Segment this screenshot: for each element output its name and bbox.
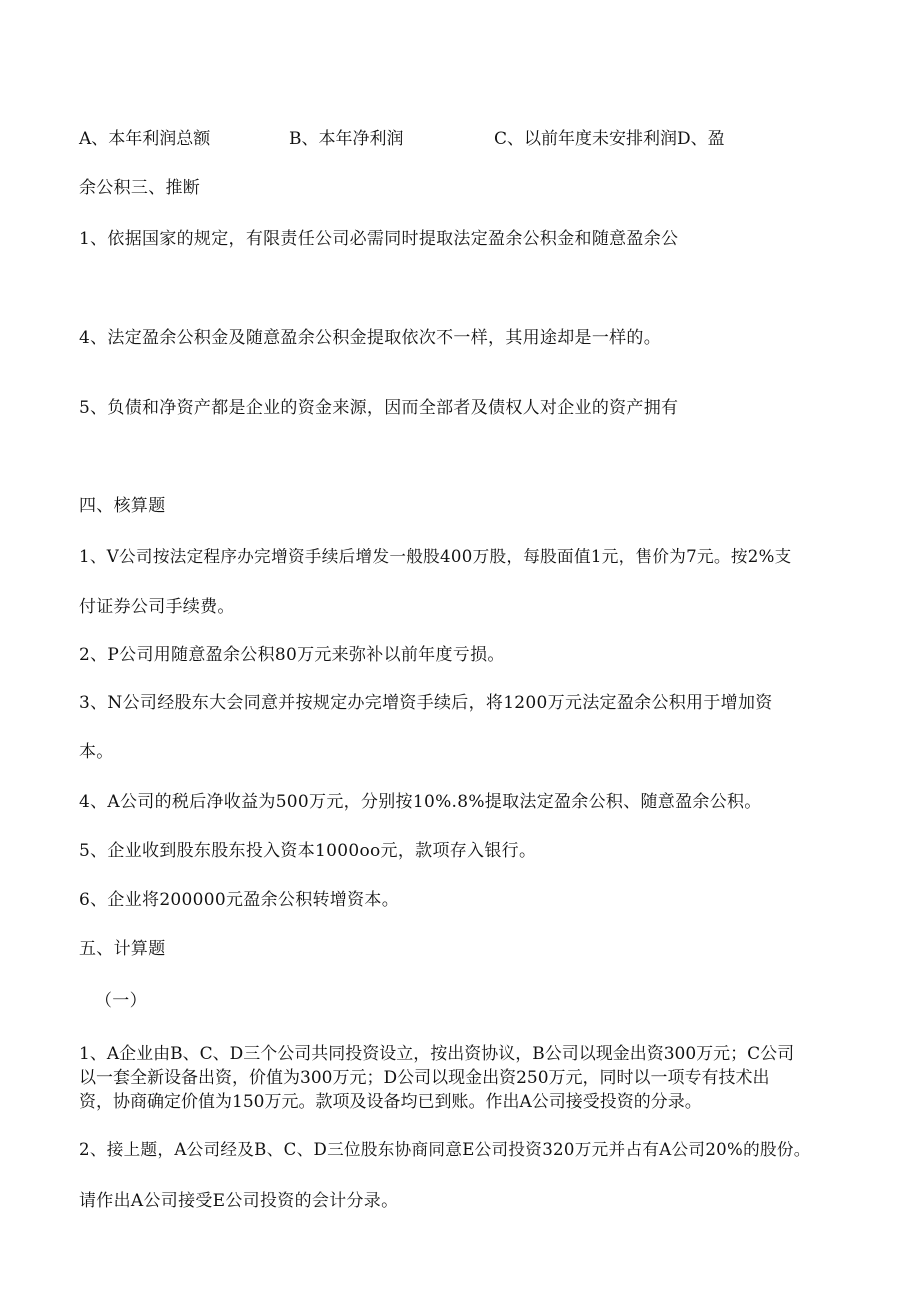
text-line: 余公积三、推断: [79, 178, 201, 198]
text-line: 请作出A公司接受E公司投资的会计分录。: [79, 1191, 399, 1211]
paragraph-line: 资，协商确定价值为150万元。款项及设备均已到账。作出A公司接受投资的分录。: [79, 1092, 702, 1112]
text-line: 5、企业收到股东股东投入资本1000oo元，款项存入银行。: [79, 841, 537, 861]
text-line: 4、法定盈余公积金及随意盈余公积金提取依次不一样，其用途却是一样的。: [79, 328, 662, 348]
paragraph-line: 1、A企业由B、C、D三个公司共同投资设立，按出资协议，B公司以现金出资300万元；C公司: [79, 1044, 795, 1064]
section-heading: 四、核算题: [79, 496, 166, 516]
text-line: 1、V公司按法定程序办完增资手续后增发一般股400万股，每股面值1元，售价为7元。按2%支: [79, 547, 792, 566]
text-line: 付证券公司手续费。: [79, 597, 235, 617]
subsection-label: （一）: [95, 991, 147, 1011]
problem-paragraph: [79, 1042, 839, 1114]
text-line: 2、接上题，A公司经及B、C、D三位股东协商同意E公司投资320万元并占有A公司20%的股份。: [79, 1140, 811, 1159]
choice-a: A、本年利润总额: [79, 129, 211, 149]
choice-b: B、本年净利润: [289, 129, 404, 149]
paragraph-line: 以一套全新设备出资，价值为300万元；D公司以现金出资250万元，同时以一项专有技术出: [79, 1068, 770, 1088]
text-line: 3、N公司经股东大会同意并按规定办完增资手续后，将1200万元法定盈余公积用于增加资: [79, 693, 773, 713]
text-line: 6、企业将200000元盈余公积转增资本。: [79, 890, 400, 910]
section-heading: 五、计算题: [79, 939, 166, 959]
text-line: 4、A公司的税后净收益为500万元，分别按10%.8%提取法定盈余公积、随意盈余公积。: [79, 792, 762, 812]
text-line: 5、负债和净资产都是企业的资金来源，因而全部者及债权人对企业的资产拥有: [79, 398, 679, 418]
text-line: 1、依据国家的规定，有限责任公司必需同时提取法定盈余公积金和随意盈余公: [79, 229, 679, 249]
text-line: 2、P公司用随意盈余公积80万元来弥补以前年度亏损。: [79, 645, 505, 665]
choice-c: C、以前年度未安排利润D、盈: [494, 129, 725, 149]
text-line: 本。: [79, 742, 114, 762]
